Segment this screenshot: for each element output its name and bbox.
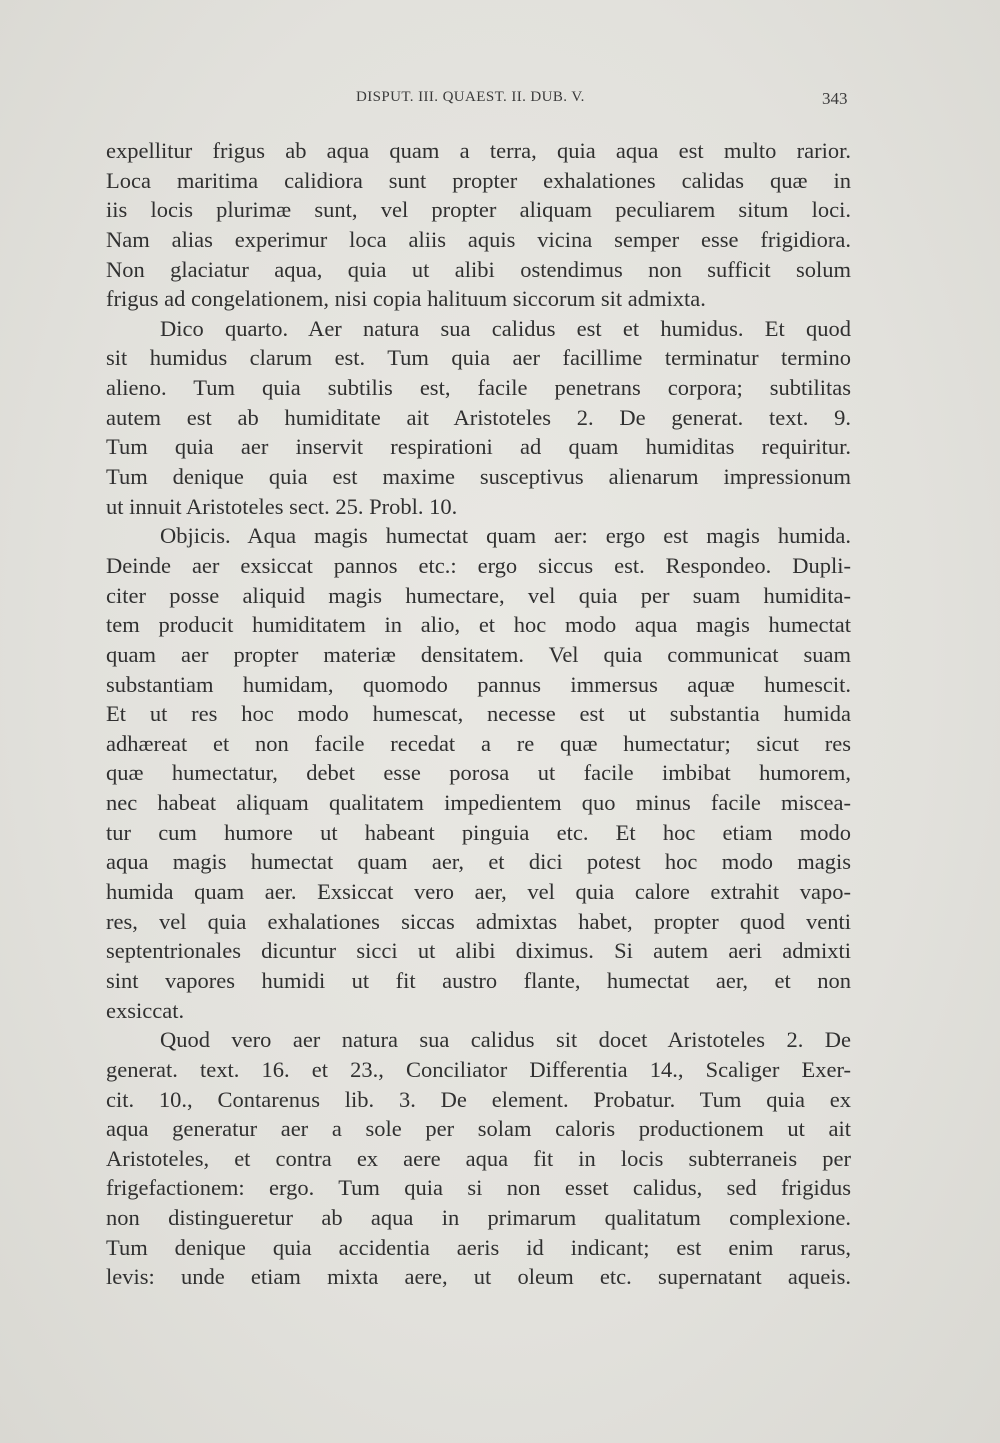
text-line: adhæreat et non facile recedat a re quæ humectatur; sicut res: [106, 730, 851, 756]
text-body: [106, 136, 851, 1292]
text-line: frigus ad congelationem, nisi copia halituum siccorum sit admixta.: [106, 286, 706, 312]
text-line: sint vapores humidi ut fit austro flante, humectat aer, et non: [106, 967, 851, 993]
text-line: nec habeat aliquam qualitatem impedientem quo minus facile miscea-: [106, 790, 851, 816]
text-line: citer posse aliquid magis humectare, vel quia per suam humidita-: [106, 582, 851, 608]
running-head: [0, 89, 1000, 113]
running-title: DISPUT. III. QUAEST. II. DUB. V.: [356, 89, 585, 105]
page-number: 343: [822, 89, 848, 108]
text-line: non distingueretur ab aqua in primarum qualitatum complexione.: [106, 1205, 851, 1231]
text-line: tem producit humiditatem in alio, et hoc modo aqua magis humectat: [106, 612, 851, 638]
text-line: generat. text. 16. et 23., Conciliator Differentia 14., Scaliger Exer-: [106, 1056, 851, 1082]
text-line: tur cum humore ut habeant pinguia etc. Et hoc etiam modo: [106, 819, 851, 845]
text-line: alieno. Tum quia subtilis est, facile penetrans corpora; subtilitas: [106, 375, 851, 401]
text-line: Nam alias experimur loca aliis aquis vicina semper esse frigidiora.: [106, 226, 851, 252]
text-line: Quod vero aer natura sua calidus sit docet Aristoteles 2. De: [160, 1027, 851, 1053]
text-line: cit. 10., Contarenus lib. 3. De element. Probatur. Tum quia ex: [106, 1086, 851, 1112]
text-line: frigefactionem: ergo. Tum quia si non esset calidus, sed frigidus: [106, 1175, 851, 1201]
text-line: Aristoteles, et contra ex aere aqua fit in locis subterraneis per: [106, 1145, 851, 1171]
text-line: Loca maritima calidiora sunt propter exhalationes calidas quæ in: [106, 167, 851, 193]
text-line: septentrionales dicuntur sicci ut alibi diximus. Si autem aeri admixti: [106, 938, 851, 964]
text-line: quam aer propter materiæ densitatem. Vel quia communicat suam: [106, 641, 851, 667]
text-line: sit humidus clarum est. Tum quia aer facillime terminatur termino: [106, 345, 851, 371]
text-line: Et ut res hoc modo humescat, necesse est ut substantia humida: [106, 701, 851, 727]
text-line: aqua generatur aer a sole per solam caloris productionem ut ait: [106, 1116, 851, 1142]
text-line: Objicis. Aqua magis humectat quam aer: ergo est magis humida.: [160, 523, 851, 549]
text-line: substantiam humidam, quomodo pannus immersus aquæ humescit.: [106, 671, 851, 697]
text-line: Tum quia aer inservit respirationi ad quam humiditas requiritur.: [106, 434, 851, 460]
text-line: Tum denique quia est maxime susceptivus alienarum impressionum: [106, 464, 851, 490]
text-line: Deinde aer exsiccat pannos etc.: ergo siccus est. Respondeo. Dupli-: [106, 552, 851, 578]
text-line: ut innuit Aristoteles sect. 25. Probl. 10.: [106, 493, 458, 519]
text-line: res, vel quia exhalationes siccas admixtas habet, propter quod venti: [106, 908, 851, 934]
text-line: quæ humectatur, debet esse porosa ut facile imbibat humorem,: [106, 760, 851, 786]
text-line: levis: unde etiam mixta aere, ut oleum etc. supernatant aqueis.: [106, 1264, 851, 1290]
text-line: exsiccat.: [106, 997, 185, 1023]
text-line: autem est ab humiditate ait Aristoteles 2. De generat. text. 9.: [106, 404, 851, 430]
text-line: Non glaciatur aqua, quia ut alibi ostendimus non sufficit solum: [106, 256, 851, 282]
text-line: iis locis plurimæ sunt, vel propter aliquam peculiarem situm loci.: [106, 197, 851, 223]
text-line: humida quam aer. Exsiccat vero aer, vel quia calore extrahit vapo-: [106, 879, 851, 905]
text-line: expellitur frigus ab aqua quam a terra, quia aqua est multo rarior.: [106, 138, 851, 163]
text-line: Tum denique quia accidentia aeris id indicant; est enim rarus,: [106, 1234, 851, 1260]
text-line: aqua magis humectat quam aer, et dici potest hoc modo magis: [106, 849, 851, 875]
text-line: Dico quarto. Aer natura sua calidus est et humidus. Et quod: [160, 315, 851, 341]
